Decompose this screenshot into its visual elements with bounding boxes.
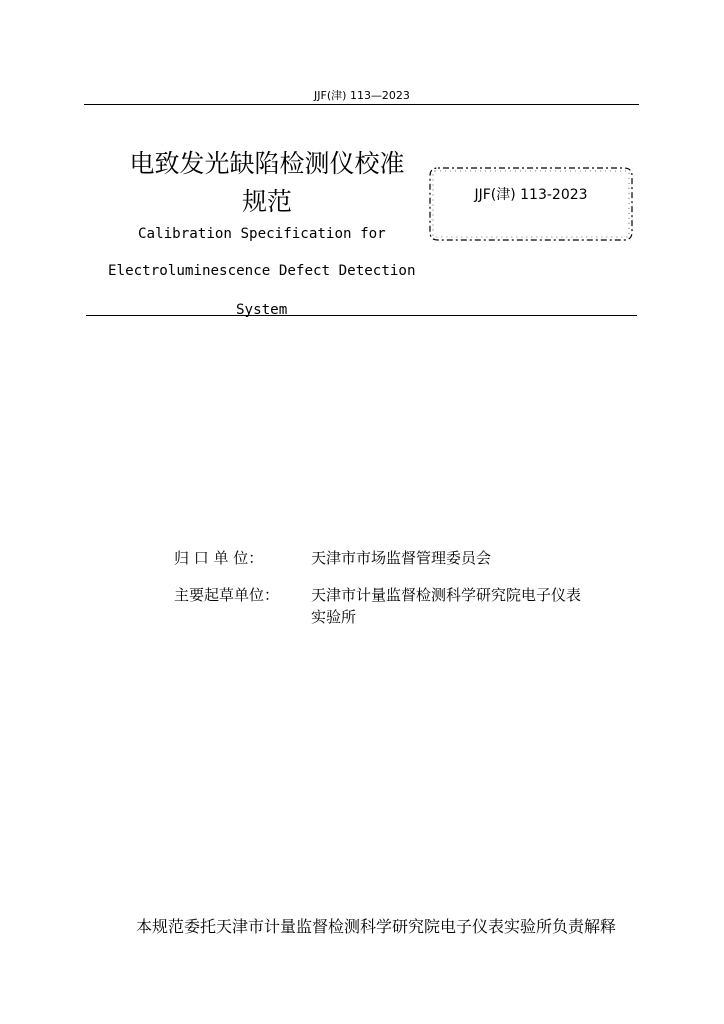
responsible-unit-value: 天津市市场监督管理委员会 — [311, 549, 492, 567]
title-chinese-line2: 规范 — [241, 187, 292, 216]
drafting-unit-value: 天津市计量监督检测科学研究院电子仪表实验所 — [311, 586, 582, 626]
header-rule — [84, 104, 639, 105]
title-rule — [86, 315, 637, 316]
title-english-line1: Calibration Specification for — [138, 226, 386, 242]
title-chinese-line1: 电致发光缺陷检测仪校准 — [129, 149, 405, 178]
title-english-line2: Electroluminescence Defect Detection — [108, 263, 416, 279]
responsible-unit-label: 归 口 单 位： — [174, 549, 264, 567]
drafting-unit-label: 主要起草单位： — [174, 586, 280, 604]
running-header-code: JJF(津) 113—2023 — [314, 89, 410, 102]
standard-code: JJF(津) 113-2023 — [474, 187, 588, 203]
code-box-frame — [428, 166, 634, 242]
title-english-line3: System — [236, 302, 288, 318]
interpretation-note: 本规范委托天津市计量监督检测科学研究院电子仪表实验所负责解释 — [135, 917, 616, 936]
decorative-border-icon — [428, 166, 634, 242]
